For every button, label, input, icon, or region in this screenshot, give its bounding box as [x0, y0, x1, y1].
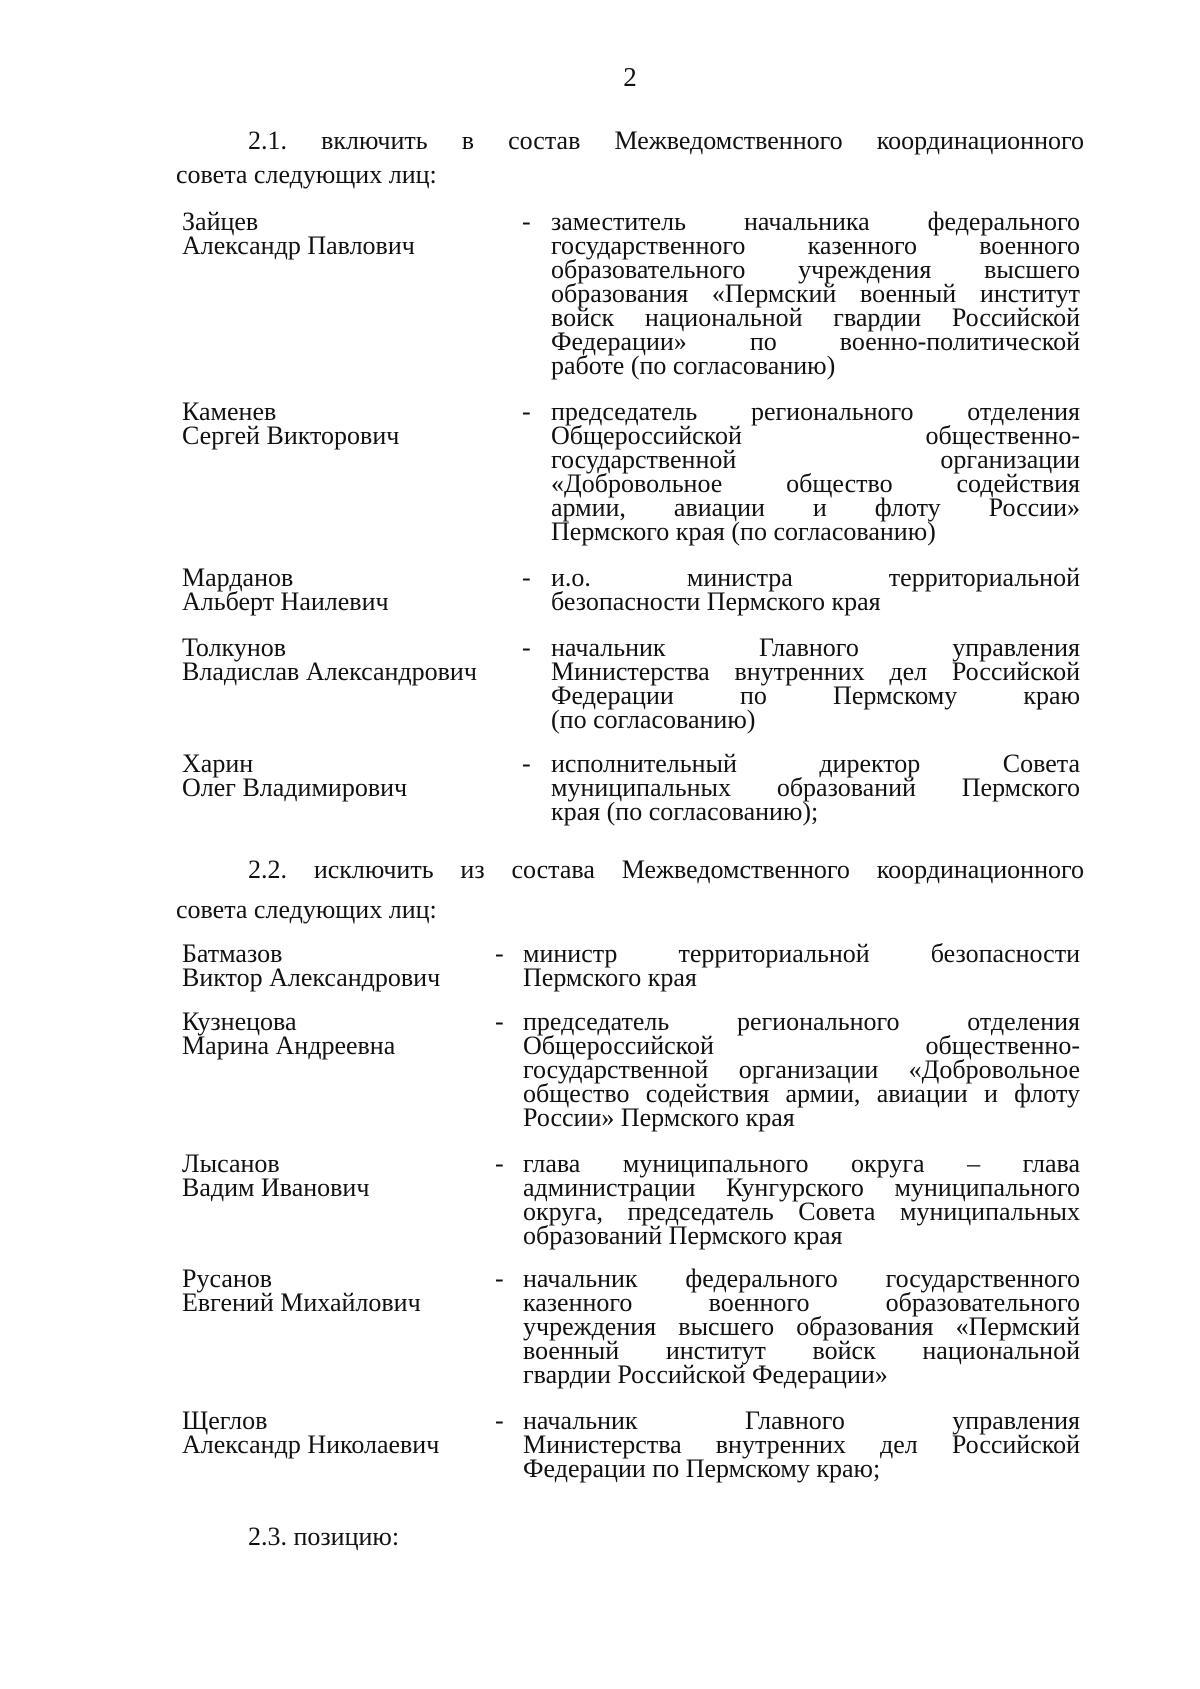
person-name	[182, 633, 522, 686]
person-role	[551, 207, 1080, 380]
role-line: государственной организации «Добровольное	[523, 1055, 1080, 1084]
section-2-2-intro	[176, 850, 1084, 930]
role-line: начальник Главного управления	[523, 1406, 1080, 1435]
person-surname: Марданов	[182, 563, 294, 592]
person-given-name: Александр Павлович	[182, 231, 415, 260]
intro-line: 2.1. включить в состав Межведомственного координационного	[248, 126, 1084, 155]
person-name	[182, 207, 522, 260]
dash: -	[495, 1007, 504, 1036]
person-given-name: Александр Николаевич	[182, 1430, 440, 1459]
person-name	[182, 939, 522, 992]
role-line: и.о. министра территориальной	[551, 563, 1080, 592]
role-line: военный институт войск национальной	[523, 1336, 1080, 1365]
section-2-3-text: 2.3. позицию:	[248, 1522, 400, 1551]
role-line: председатель регионального отделения	[551, 397, 1080, 426]
intro-line: совета следующих лиц:	[176, 895, 437, 924]
person-name	[182, 1007, 522, 1060]
person-given-name: Виктор Александрович	[182, 963, 441, 992]
person-given-name: Евгений Михайлович	[182, 1288, 421, 1317]
role-line: министр территориальной безопасности	[523, 939, 1080, 968]
role-line: безопасности Пермского края	[551, 587, 881, 616]
role-line: образований Пермского края	[523, 1221, 843, 1250]
role-line: заместитель начальника федерального	[551, 207, 1080, 236]
person-role	[523, 1264, 1080, 1389]
role-line: начальник Главного управления	[551, 633, 1080, 662]
dash: -	[522, 563, 531, 592]
person-role	[523, 1007, 1080, 1132]
dash: -	[495, 1264, 504, 1293]
role-line: Федерации по Пермскому краю;	[523, 1454, 881, 1483]
role-line: Общероссийской общественно-	[551, 421, 1080, 450]
person-given-name: Олег Владимирович	[182, 773, 408, 802]
section-2-1-intro	[176, 124, 1084, 192]
role-line: Общероссийской общественно-	[523, 1031, 1080, 1060]
person-surname: Толкунов	[182, 633, 287, 662]
role-line: Министерства внутренних дел Российской	[523, 1430, 1080, 1459]
role-line: исполнительный директор Совета	[551, 749, 1080, 778]
role-line: муниципальных образований Пермского	[551, 773, 1080, 802]
person-surname: Лысанов	[182, 1149, 280, 1178]
person-given-name: Владислав Александрович	[182, 657, 477, 686]
dash: -	[522, 207, 531, 236]
role-line: Федерации» по военно-политической	[551, 327, 1080, 356]
person-role	[551, 397, 1080, 546]
person-name	[182, 563, 522, 616]
person-surname: Русанов	[182, 1264, 273, 1293]
person-role	[523, 1149, 1080, 1250]
person-name	[182, 749, 522, 802]
role-line: администрации Кунгурского муниципального	[523, 1173, 1080, 1202]
role-line: войск национальной гвардии Российской	[551, 303, 1080, 332]
person-surname: Батмазов	[182, 939, 283, 968]
section-2-3	[248, 1520, 648, 1554]
dash: -	[495, 1149, 504, 1178]
intro-line: 2.2. исключить из состава Межведомственного координационного	[248, 855, 1084, 884]
role-line: глава муниципального округа – глава	[523, 1149, 1080, 1178]
person-role	[551, 563, 1080, 616]
role-line: председатель регионального отделения	[523, 1007, 1080, 1036]
dash: -	[495, 939, 504, 968]
role-line: округа, председатель Совета муниципальных	[523, 1197, 1080, 1226]
dash: -	[495, 1406, 504, 1435]
role-line: работе (по согласованию)	[551, 351, 836, 380]
role-line: армии, авиации и флоту России»	[551, 493, 1080, 522]
person-surname: Харин	[182, 749, 254, 778]
intro-line: совета следующих лиц:	[176, 160, 437, 189]
role-line: Федерации по Пермскому краю	[551, 681, 1080, 710]
person-surname: Кузнецова	[182, 1007, 297, 1036]
person-given-name: Сергей Викторович	[182, 421, 400, 450]
role-line: края (по согласованию);	[551, 797, 819, 826]
role-line: России» Пермского края	[523, 1103, 795, 1132]
dash: -	[522, 633, 531, 662]
role-line: (по согласованию)	[551, 705, 756, 734]
person-role	[523, 1406, 1080, 1483]
role-line: Пермского края (по согласованию)	[551, 517, 936, 546]
page-number: 2	[623, 62, 637, 92]
role-line: государственного казенного военного	[551, 231, 1080, 260]
role-line: учреждения высшего образования «Пермский	[523, 1312, 1080, 1341]
role-line: казенного военного образовательного	[523, 1288, 1080, 1317]
role-line: образования «Пермский военный институт	[551, 279, 1080, 308]
role-line: Министерства внутренних дел Российской	[551, 657, 1080, 686]
person-name	[182, 1406, 522, 1459]
role-line: гвардии Российской Федерации»	[523, 1360, 888, 1389]
role-line: Пермского края	[523, 963, 697, 992]
person-surname: Щеглов	[182, 1406, 268, 1435]
person-surname: Зайцев	[182, 207, 259, 236]
dash: -	[522, 397, 531, 426]
person-given-name: Вадим Иванович	[182, 1173, 370, 1202]
person-name	[182, 397, 522, 450]
role-line: начальник федерального государственного	[523, 1264, 1080, 1293]
person-role	[551, 633, 1080, 734]
role-line: образовательного учреждения высшего	[551, 255, 1080, 284]
role-line: государственной организации	[551, 445, 1080, 474]
person-role	[551, 749, 1080, 826]
role-line: общество содействия армии, авиации и флоту	[523, 1079, 1080, 1108]
person-given-name: Марина Андреевна	[182, 1031, 396, 1060]
person-name	[182, 1264, 522, 1317]
dash: -	[522, 749, 531, 778]
role-line: «Добровольное общество содействия	[551, 469, 1080, 498]
person-name	[182, 1149, 522, 1202]
person-role	[523, 939, 1080, 992]
person-surname: Каменев	[182, 397, 277, 426]
person-given-name: Альберт Наилевич	[182, 587, 389, 616]
